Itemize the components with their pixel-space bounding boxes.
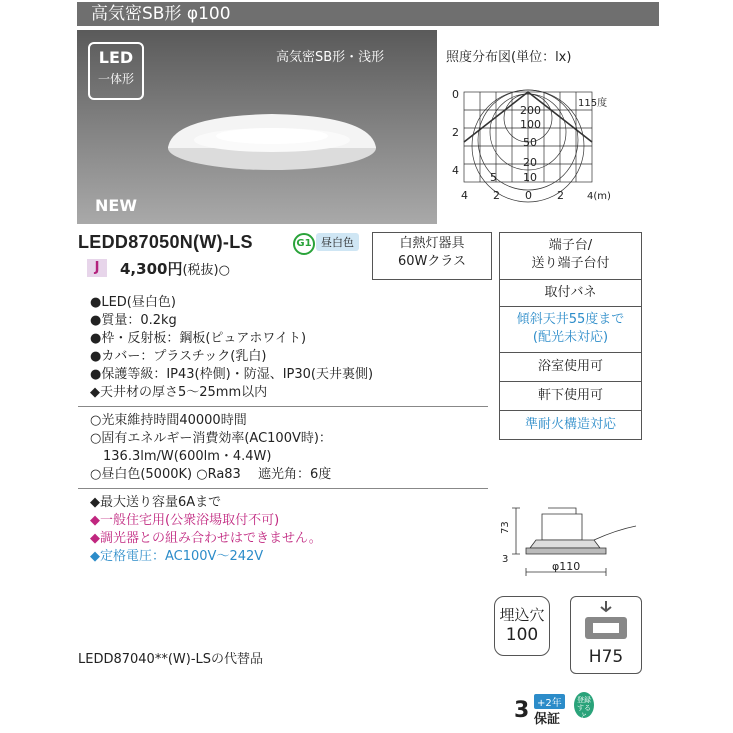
spec-cover: ●カバー：プラスチック(乳白) — [90, 349, 267, 364]
distribution-title: 照度分布図(単位：lx) — [446, 50, 572, 65]
new-label: NEW — [95, 196, 137, 215]
spec-frame: ●枠・反射板：鋼板(ピュアホワイト) — [90, 331, 307, 346]
badge-led: LED — [98, 48, 134, 67]
price — [120, 258, 230, 279]
lux-5: 5 — [490, 171, 497, 184]
illuminance-distribution-chart — [446, 84, 626, 214]
height-box — [570, 596, 642, 674]
dim-height: 73 — [500, 521, 511, 534]
spec-efficiency-value: 136.3lm/W(600lm・4.4W) — [90, 449, 272, 464]
warranty-label: 保証 — [534, 712, 561, 727]
model-number: LEDD87050N(W)-LS — [78, 232, 253, 252]
header-bar — [77, 2, 659, 26]
warranty-badge — [510, 692, 600, 726]
spec-voltage: ◆定格電圧：AC100V～242V — [90, 549, 264, 564]
angle-label: 115度 — [578, 98, 608, 109]
feature-column — [499, 232, 642, 440]
spec-protection: ●保護等級：IP43(枠側)・防湿、IP30(天井裏側) — [90, 367, 374, 382]
warranty-plus: +2年 — [534, 694, 565, 709]
replacement-note: LEDD87040**(W)-LSの代替品 — [78, 652, 264, 667]
ceiling-icon — [571, 597, 641, 647]
spec-ceiling: ◆天井材の厚さ5～25mm以内 — [90, 385, 268, 400]
height-value: H75 — [588, 647, 624, 667]
warranty-years: 3 — [514, 698, 530, 723]
feature-bathroom: 浴室使用可 — [499, 353, 642, 382]
divider — [78, 406, 488, 407]
incandescent-line2: 60Wクラス — [397, 254, 466, 269]
spec-residential: ◆一般住宅用(公衆浴場取付不可) — [90, 513, 280, 528]
dim-lip: 3 — [502, 554, 509, 565]
cutout-value: 100 — [505, 625, 539, 645]
x-tick-2r: 2 — [557, 189, 564, 202]
j-mark: J — [87, 259, 107, 277]
x-tick-4l: 4 — [461, 189, 468, 202]
cutout-size-box — [494, 596, 550, 656]
spec-led: ●LED(昼白色) — [90, 295, 176, 310]
divider — [78, 488, 488, 489]
x-tick-2l: 2 — [493, 189, 500, 202]
x-tick-4r: 4(m) — [587, 191, 611, 202]
incandescent-equivalent-box — [372, 232, 492, 280]
dim-diameter: φ110 — [552, 560, 581, 573]
x-tick-0: 0 — [525, 189, 532, 202]
dimension-drawing — [496, 500, 646, 582]
color-tag: 昼白色 — [316, 233, 359, 251]
price-suffix: (税抜)○ — [182, 263, 230, 278]
spec-dimmer-warning: ◆調光器との組み合わせはできません。 — [90, 531, 322, 546]
lux-200: 200 — [520, 104, 541, 117]
g1-mark: G1 — [293, 233, 315, 255]
lux-100: 100 — [520, 118, 541, 131]
spec-color: ○昼白色(5000K) ○Ra83 遮光角：6度 — [90, 467, 332, 482]
y-tick-2: 2 — [452, 126, 459, 139]
feature-terminal: 端子台/ 送り端子台付 — [499, 232, 642, 280]
badge-integrated: 一体形 — [97, 72, 134, 86]
y-tick-4: 4 — [452, 164, 459, 177]
lux-20: 20 — [523, 156, 537, 169]
feature-eaves: 軒下使用可 — [499, 382, 642, 411]
hero-subtitle: 高気密SB形・浅形 — [276, 50, 385, 65]
spec-list-c — [90, 494, 322, 566]
incandescent-line1: 白熱灯器具 — [399, 236, 465, 251]
spec-feed-capacity: ◆最大送り容量6Aまで — [90, 495, 222, 510]
price-value: 4,300円 — [120, 260, 183, 278]
spec-efficiency: ○固有エネルギー消費効率(AC100V時)： — [90, 431, 332, 446]
spec-weight: ●質量：0.2kg — [90, 313, 177, 328]
feature-fireproof: 準耐火構造対応 — [499, 411, 642, 440]
warranty-note: 登録すると — [574, 692, 594, 718]
y-tick-0: 0 — [452, 88, 459, 101]
spec-lifetime: ○光束維持時間40000時間 — [90, 413, 247, 428]
led-integrated-badge — [88, 42, 144, 100]
header-title: 高気密SB形 φ100 — [91, 4, 231, 24]
feature-spring: 取付バネ — [499, 280, 642, 307]
feature-slope: 傾斜天井55度まで (配光未対応) — [499, 307, 642, 353]
lux-10: 10 — [523, 171, 537, 184]
spec-list-b — [90, 412, 332, 484]
cutout-label: 埋込穴 — [499, 606, 545, 624]
spec-list-a — [90, 294, 373, 402]
lux-50: 50 — [523, 136, 537, 149]
